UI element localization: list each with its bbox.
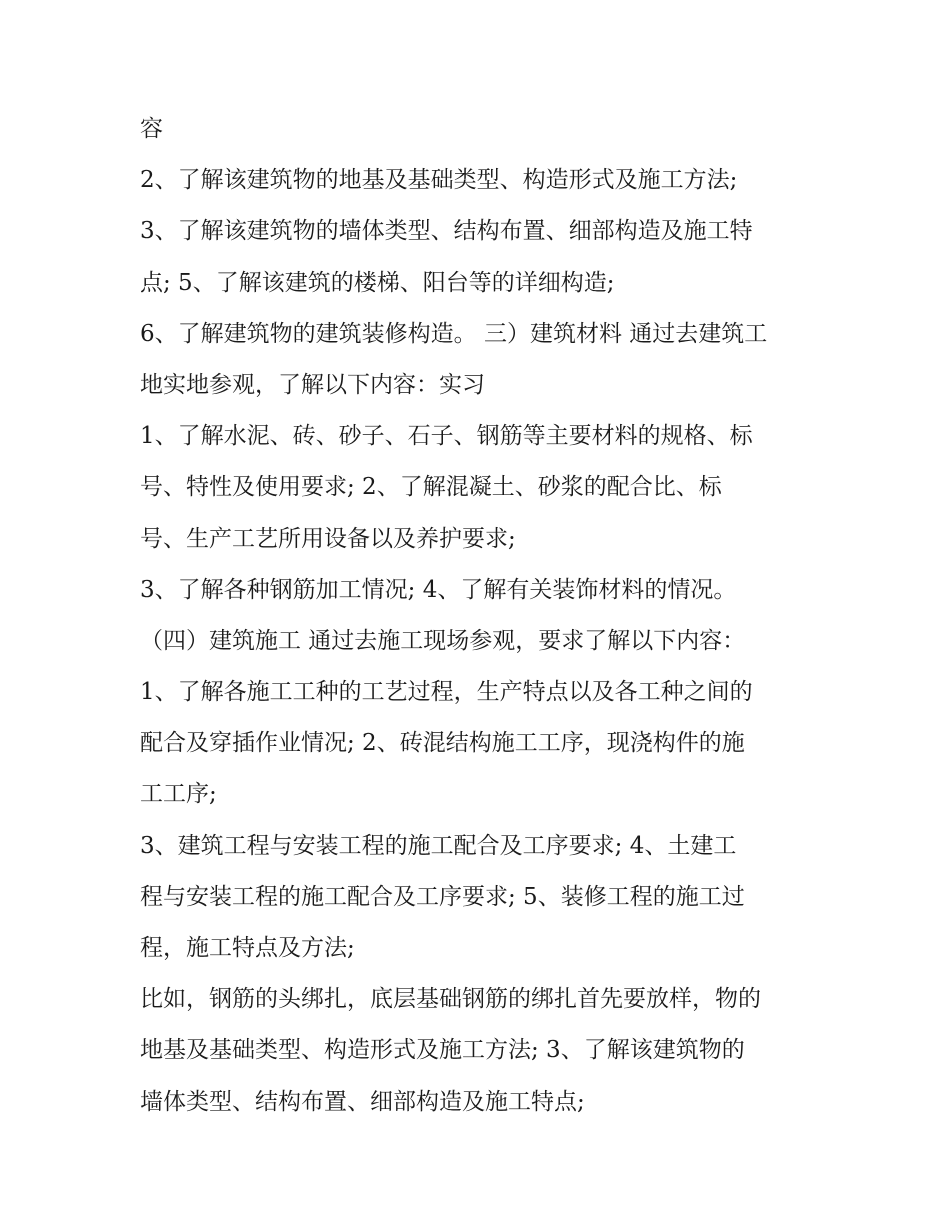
text-line: 3、了解各种钢筋加工情况; 4、了解有关装饰材料的情况。 <box>140 576 737 603</box>
text-line: 号、特性及使用要求; 2、了解混凝土、砂浆的配合比、标 <box>140 474 722 501</box>
text-line: 2、了解该建筑物的地基及基础类型、构造形式及施工方法; <box>140 167 738 194</box>
text-line: 程与安装工程的施工配合及工序要求; 5、装修工程的施工过 <box>140 883 745 910</box>
text-line: 墙体类型、结构布置、细部构造及施工特点; <box>140 1088 585 1115</box>
text-line: 6、了解建筑物的建筑装修构造。 三）建筑材料 通过去建筑工 <box>140 320 768 347</box>
text-line: 3、了解该建筑物的墙体类型、结构布置、细部构造及施工特 <box>140 218 753 245</box>
text-line: 工工序; <box>140 781 217 808</box>
text-line: 容 <box>140 116 163 142</box>
text-line: 点; 5、了解该建筑的楼梯、阳台等的详细构造; <box>140 269 615 296</box>
text-line: 地实地参观，了解以下内容：实习 <box>140 371 485 398</box>
text-line: 比如，钢筋的头绑扎，底层基础钢筋的绑扎首先要放样，物的 <box>140 986 761 1013</box>
text-line: 地基及基础类型、构造形式及施工方法; 3、了解该建筑物的 <box>140 1037 745 1064</box>
text-line: 号、生产工艺所用设备以及养护要求; <box>140 525 516 552</box>
text-line: 程，施工特点及方法; <box>140 935 355 961</box>
body-text <box>140 104 820 1128</box>
text-line: 1、了解各施工工种的工艺过程，生产特点以及各工种之间的 <box>140 679 753 706</box>
text-line: （四）建筑施工 通过去施工现场参观，要求了解以下内容： <box>140 627 746 654</box>
text-line: 配合及穿插作业情况; 2、砖混结构施工工序，现浇构件的施 <box>140 730 745 757</box>
text-line: 3、建筑工程与安装工程的施工配合及工序要求; 4、土建工 <box>140 832 737 859</box>
text-line: 1、了解水泥、砖、砂子、石子、钢筋等主要材料的规格、标 <box>140 423 753 450</box>
